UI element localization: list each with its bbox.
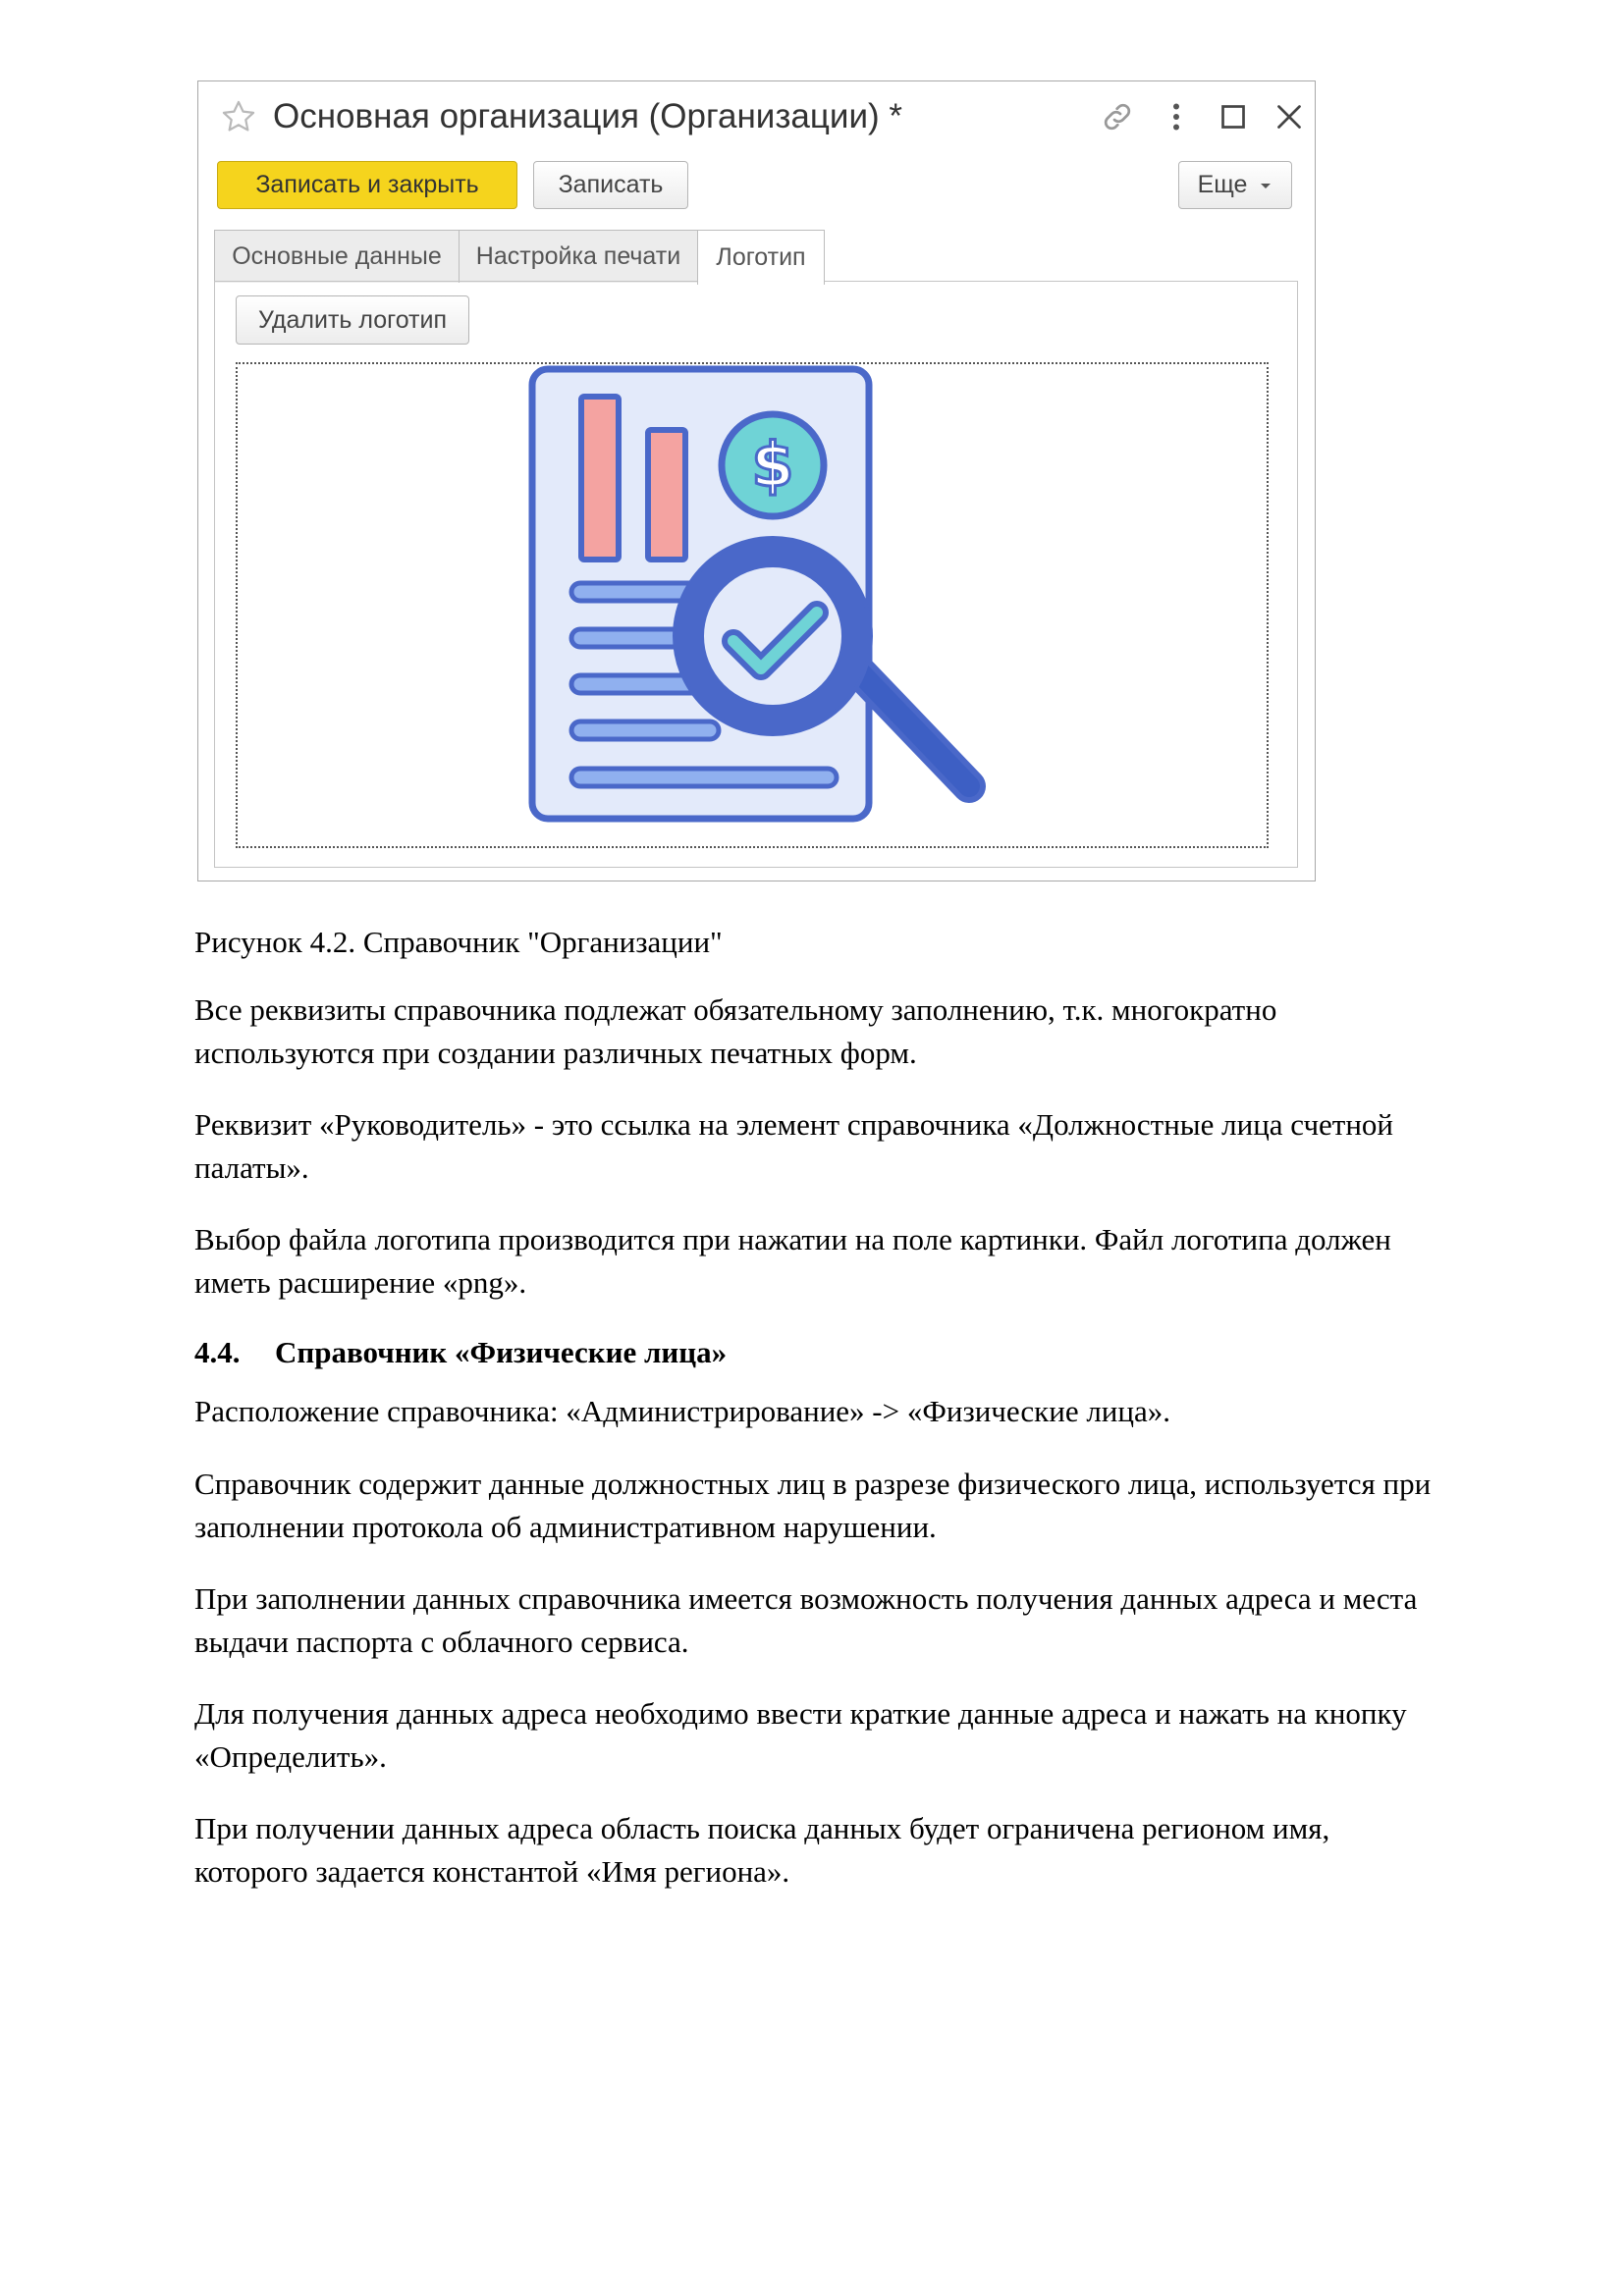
financial-report-search-icon [238,364,1267,846]
text-line: При получении данных адреса область поиска данных будет ограничена регионом имя, [194,1811,1330,1845]
paragraph [194,1692,1407,1779]
figure-caption: Рисунок 4.2. Справочник "Организации" [194,925,723,959]
section-heading [194,1331,727,1374]
form-title: Основная организация (Организации) * [273,97,902,135]
delete-logo-button[interactable] [236,295,469,345]
section-number: 4.4. [194,1335,241,1369]
save-button[interactable] [533,161,688,209]
tab-label: Логотип [716,243,806,271]
star-icon[interactable] [220,98,257,135]
section-title: Справочник «Физические лица» [275,1335,728,1369]
text-line: Для получения данных адреса необходимо ввести краткие данные адреса и нажать на кнопку [194,1696,1407,1731]
text-line: иметь расширение «png». [194,1265,527,1300]
text-line: Реквизит «Руководитель» - это ссылка на элемент справочника «Должностные лица счетной [194,1107,1394,1142]
tab-main-data[interactable] [214,230,460,283]
paragraph [194,1807,1329,1894]
close-icon[interactable] [1272,99,1307,134]
text-line: используются при создании различных печатных форм. [194,1036,917,1070]
paragraph [194,1463,1431,1549]
more-vertical-icon[interactable] [1159,99,1194,134]
save-and-close-button[interactable] [217,161,517,209]
save-label: Записать [558,171,664,198]
text-line: Расположение справочника: «Администрирование» -> «Физические лица». [194,1394,1170,1428]
text-line: которого задается константой «Имя региона». [194,1854,790,1889]
paragraph [194,1390,1170,1433]
paragraph [194,988,1276,1075]
text-line: выдачи паспорта с облачного сервиса. [194,1625,689,1659]
tab-label: Настройка печати [475,242,681,270]
text-line: Все реквизиты справочника подлежат обязательному заполнению, т.к. многократно [194,992,1277,1027]
tab-label: Основные данные [232,242,442,270]
tab-print-settings[interactable] [459,230,698,283]
text-line: заполнении протокола об административном нарушении. [194,1510,937,1544]
text-line: Справочник содержит данные должностных лиц в разрезе физического лица, используется при [194,1467,1432,1501]
more-button[interactable] [1178,161,1292,209]
paragraph [194,1577,1417,1664]
tab-logo[interactable] [697,230,825,285]
text-line: палаты». [194,1150,309,1185]
save-and-close-label: Записать и закрыть [255,171,479,198]
paragraph [194,1218,1391,1305]
text-line: Выбор файла логотипа производится при нажатии на поле картинки. Файл логотипа должен [194,1222,1391,1256]
logo-picture-field[interactable] [236,362,1269,848]
text-line: «Определить». [194,1739,387,1774]
svg-text:$: $ [751,429,794,501]
paragraph [194,1103,1393,1190]
text-line: При заполнении данных справочника имеется возможность получения данных адреса и места [194,1581,1418,1616]
link-icon[interactable] [1100,99,1135,134]
more-label: Еще [1197,171,1248,198]
maximize-icon[interactable] [1216,99,1251,134]
chevron-down-icon [1259,181,1272,190]
delete-logo-label: Удалить логотип [257,305,448,334]
organization-form-window [197,80,1316,881]
